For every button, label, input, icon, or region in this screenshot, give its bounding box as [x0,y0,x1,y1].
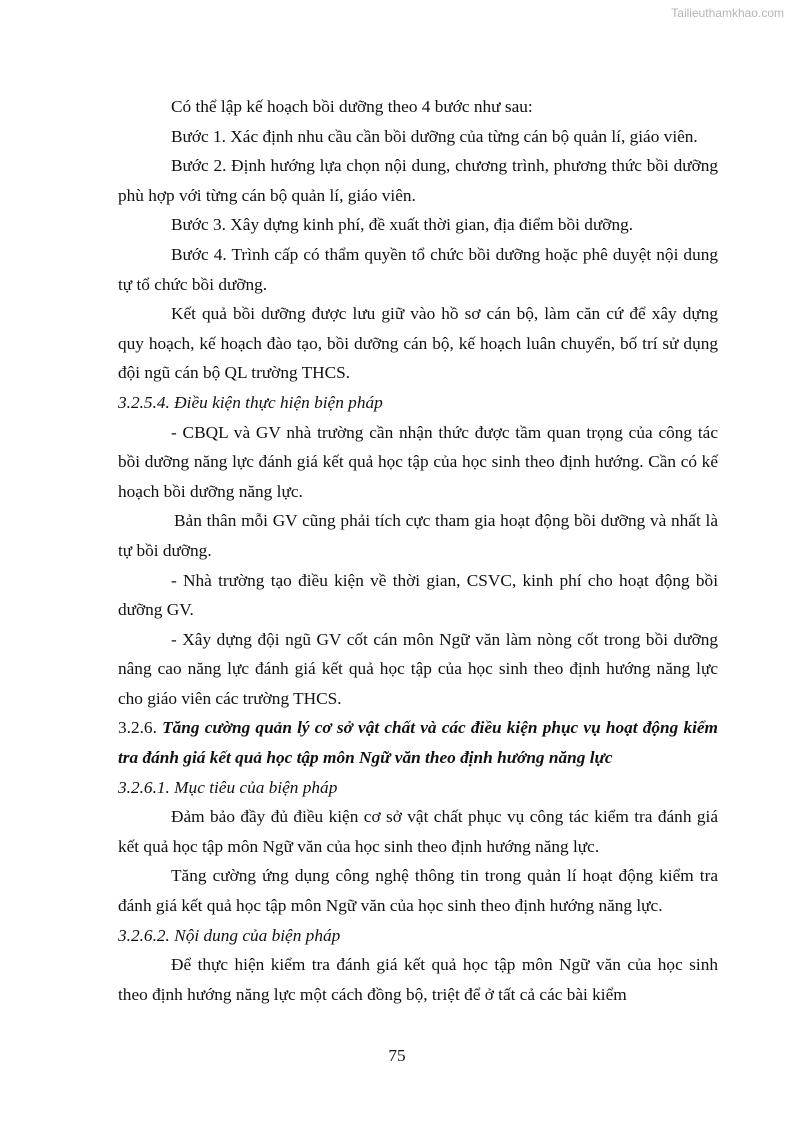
paragraph-step-2: Bước 2. Định hướng lựa chọn nội dung, chương trình, phương thức bồi dưỡng phù hợp với từng cán bộ quản lí, giáo viên. [118,156,718,205]
paragraph-step-4: Bước 4. Trình cấp có thẩm quyền tổ chức bồi dưỡng hoặc phê duyệt nội dung tự tổ chức bồi dưỡng. [118,244,718,294]
paragraph-intro: Có thể lập kế hoạch bồi dưỡng theo 4 bước như sau: [171,97,533,116]
page-number: 75 [388,1046,406,1065]
paragraph-step-1: Bước 1. Xác định nhu cầu cần bồi dưỡng của từng cán bộ quản lí, giáo viên. [171,126,698,146]
section-heading-3-2-6-2: 3.2.6.2. Nội dung của biện pháp [118,925,341,945]
paragraph-result: Kết quả bồi dưỡng được lưu giữ vào hồ sơ cán bộ, làm căn cứ để xây dựng quy hoạch, kế hoạch đào tạo, bồi dưỡng cán bộ, kế hoạch luân chuyển, bố trí sử dụng đội ngũ cán bộ QL trường THCS. [118,304,718,383]
section-heading-3-2-6 [118,713,718,772]
paragraph-it-application: Tăng cường ứng dụng công nghệ thông tin trong quản lí hoạt động kiểm tra đánh giá kết quả học tập môn Ngữ văn của học sinh theo định hướng năng lực. [118,866,718,916]
section-title: Tăng cường quản lý cơ sở vật chất và các điều kiện phục vụ hoạt động kiểm tra đánh giá kết quả học tập môn Ngữ văn theo định hướng năng lực [118,718,718,768]
page-body [118,92,718,1009]
paragraph-school-conditions: - Nhà trường tạo điều kiện về thời gian, CSVC, kinh phí cho hoạt động bồi dưỡng GV. [118,570,718,620]
paragraph-self-training: Bản thân mỗi GV cũng phải tích cực tham gia hoạt động bồi dưỡng và nhất là tự bồi dưỡng. [118,511,718,560]
paragraph-step-3: Bước 3. Xây dựng kinh phí, đề xuất thời gian, địa điểm bồi dưỡng. [171,215,634,235]
watermark-text: Tailieuthamkhao.com [671,6,784,20]
section-number: 3.2.6. [118,718,157,738]
paragraph-cbql: - CBQL và GV nhà trường cần nhận thức được tầm quan trọng của công tác bồi dưỡng năng lực đánh giá kết quả học tập của học sinh theo định hướng. Cần có kế hoạch bồi dưỡng năng lực. [118,422,718,501]
paragraph-implementation: Để thực hiện kiểm tra đánh giá kết quả học tập môn Ngữ văn của học sinh theo định hướng năng lực một cách đồng bộ, triệt để ở tất cả các bài kiểm [118,955,718,1004]
section-heading-3-2-6-1: 3.2.6.1. Mục tiêu của biện pháp [118,777,338,797]
paragraph-ensure-facilities: Đảm bảo đầy đủ điều kiện cơ sở vật chất phục vụ công tác kiểm tra đánh giá kết quả học tập môn Ngữ văn của học sinh theo định hướng năng lực. [118,807,718,856]
paragraph-core-teachers: - Xây dựng đội ngũ GV cốt cán môn Ngữ văn làm nòng cốt trong bồi dưỡng nâng cao năng lực đánh giá kết quả học tập của học sinh theo định hướng năng lực cho giáo viên các trường THCS. [118,629,718,708]
section-heading-3-2-5-4: 3.2.5.4. Điều kiện thực hiện biện pháp [118,392,383,412]
